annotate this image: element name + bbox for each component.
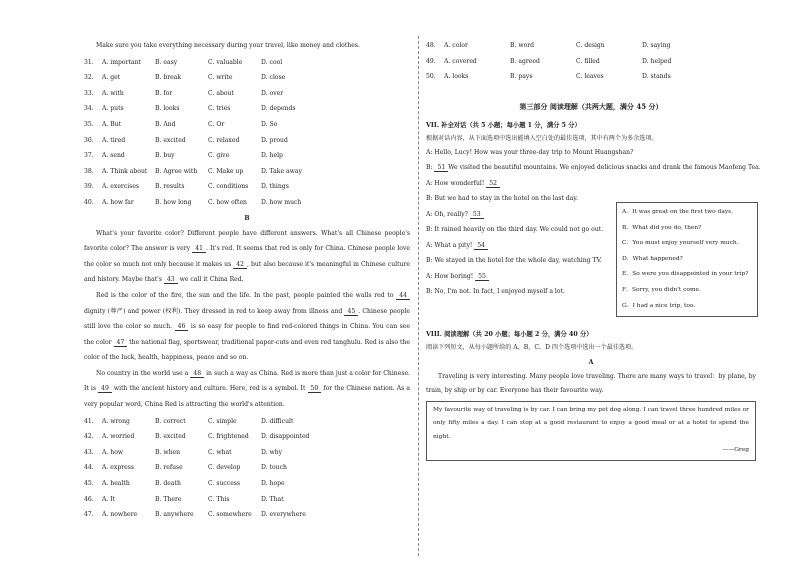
option-d: D. hope [261, 480, 285, 488]
passage-paragraph: Red is the color of the fire, the sun and the life. In the past, people painted the walls red to 44 dignity (尊严) and power (权利). They dressed in red to keep away from illness and 45 . Chinese people still love the color so much. 46 is so easy for people to find red-colored things in China. You can see the color 47 the national flag, sportswear, traditional paper-cuts and even red tanghulu. Red is also the color of the luck, health, happiness, peace and so on. [84, 291, 411, 362]
option-c: C. how often [208, 198, 247, 206]
option-row [84, 133, 410, 149]
blank-42: 42 [233, 261, 247, 269]
blank-47: 47 [114, 339, 128, 347]
blank-52: 52 [486, 180, 500, 188]
question-number: 33. [84, 89, 94, 97]
question-number: 39. [84, 183, 94, 191]
passage-paragraph: No country in the world use a 48 in such a way as China. Red is more than just a color for Chinese. It is 49 with the ancient history and culture. Here, red is a symbol. It 50 for the Chinese nation. As a very popular word, China Red is attracting the world's attention. [84, 369, 410, 409]
column-divider [418, 36, 419, 556]
option-d: D. difficult [261, 417, 294, 425]
passage-b [84, 226, 410, 413]
option-b: B. correct [155, 417, 186, 425]
left-column [84, 38, 410, 523]
question-number: 42. [84, 433, 94, 441]
option-a: A. But [102, 120, 122, 128]
option-c: C. what [208, 448, 232, 456]
option-a: A. important [102, 58, 141, 66]
options-31-40 [84, 55, 410, 211]
option-a: A. with [102, 89, 124, 97]
option-row [84, 164, 410, 180]
question-number: 47. [84, 511, 94, 519]
option-a: A. puts [102, 105, 124, 113]
option-c: C. write [208, 74, 233, 82]
viii-instructions: 阅读下列短文，从每小题所给的 A、B、C、D 四个选项中选出一个最佳选项。 [426, 343, 638, 351]
option-d: D. disappointed [261, 433, 310, 441]
option-c: C. simple [208, 417, 237, 425]
passage-paragraph: What's your favorite color? Different people have different answers. What's all Chinese people's favorite color? The answer is very 41 . It's red. It seems that red is only for China. Chinese people love the color so much not only because it makes us 42 , but also because it's meaningful in Chinese culture and history. Maybe that's 43 we call it China Red. [84, 229, 410, 284]
dialogue-line: B: It rained heavily on the third day. We could not go out. [426, 226, 604, 234]
option-row [426, 38, 756, 54]
option-row [426, 54, 756, 70]
choice-item: A．It was great on the first two days. [622, 209, 734, 215]
choice-item: F．Sorry, you didn't come. [622, 286, 701, 293]
option-row [84, 101, 410, 117]
question-number: 48. [426, 42, 436, 49]
option-row [426, 69, 756, 85]
option-d: D. proud [261, 136, 288, 144]
option-c: C. somewhere [208, 511, 252, 519]
option-a: A. exercises [102, 183, 140, 191]
option-b: B. results [155, 183, 185, 191]
option-c: C. design [576, 42, 605, 49]
option-b: B. refuse [155, 464, 183, 472]
option-b: B. pays [510, 73, 533, 81]
blank-54: 54 [474, 242, 488, 250]
option-row [84, 195, 410, 211]
option-b: B. There [155, 495, 182, 503]
question-number: 36. [84, 136, 94, 144]
question-number: 41. [84, 417, 94, 425]
option-b: B. word [510, 42, 535, 49]
choice-item: D．What happened? [622, 255, 683, 262]
question-number: 50. [426, 73, 436, 81]
question-number: 37. [84, 152, 94, 160]
option-b: B. And [155, 120, 176, 128]
option-c: C. develop [208, 464, 241, 472]
question-number: 34. [84, 105, 94, 113]
section-b-label: B [244, 214, 250, 222]
blank-44: 44 [396, 292, 410, 300]
option-row [84, 86, 410, 102]
intro-sentence: Make sure you take everything necessary during your travel, like money and clothes. [96, 42, 360, 49]
dialogue-line: B: No, I'm not. In fact, I enjoyed myself a lot. [426, 288, 565, 296]
blank-48: 48 [190, 370, 204, 378]
option-row [84, 429, 410, 445]
option-c: C. give [208, 152, 230, 160]
option-row [84, 414, 410, 430]
vii-instructions: 根据对话内容，从下面选项中选出能填入空白处的最佳选项，其中有两个为多余选项。 [426, 134, 658, 142]
blank-45: 45 [344, 308, 358, 316]
option-c: C. about [208, 89, 234, 97]
option-b: B. buy [155, 152, 175, 160]
dialogue-line: B: 51 We visited the beautiful mountains. We enjoyed delicious snacks and drank the famous Maofeng Tea. [426, 164, 761, 172]
question-number: 49. [426, 57, 436, 65]
option-a: A. health [102, 480, 130, 488]
option-c: C. conditions [208, 183, 249, 191]
option-a: A. It [102, 495, 116, 503]
option-row [84, 507, 410, 523]
option-a: A. send [102, 152, 125, 160]
option-a: A. color [444, 42, 468, 49]
option-c: C. success [208, 480, 241, 488]
option-d: D. help [261, 152, 283, 160]
option-d: D. Take away [261, 167, 302, 175]
question-number: 38. [84, 167, 94, 175]
blank-46: 46 [175, 323, 189, 331]
options-41-47 [84, 414, 410, 523]
blank-53: 53 [470, 211, 484, 219]
option-b: B. death [155, 480, 181, 488]
option-a: A. wrong [102, 417, 130, 425]
option-b: B. Agree with [155, 167, 198, 175]
option-c: C. tries [208, 105, 231, 113]
option-a: A. get [102, 74, 121, 82]
option-c: C. Or [208, 120, 225, 128]
blank-49: 49 [98, 385, 112, 393]
question-number: 44. [84, 464, 94, 472]
option-row [84, 492, 410, 508]
option-a: A. worried [102, 433, 135, 441]
option-d: D. So [261, 120, 278, 128]
option-a: A. how [102, 448, 124, 456]
option-b: B. when [155, 448, 181, 456]
question-number: 43. [84, 448, 94, 456]
option-row [84, 117, 410, 133]
section-a-label: A [588, 358, 594, 366]
passage-a: Traveling is very interesting. Many people love traveling. There are many ways to travel：by plane, by train, by ship or by car. Everyone has their favourite way. [426, 372, 756, 394]
dialogue-line: B: But we had to stay in the hotel on the last day. [426, 195, 578, 203]
option-d: D. over [261, 89, 284, 97]
blank-43: 43 [164, 276, 178, 284]
blank-55: 55 [475, 273, 489, 281]
dialogue-line: A: How wonderful! 52 [426, 176, 756, 192]
option-d: D. things [261, 183, 289, 191]
option-d: D. That [261, 495, 284, 503]
dialogue-line: A: How boring! 55 [426, 269, 756, 285]
dialogue-line: B: We stayed in the hotel for the whole day, watching TV. [426, 257, 602, 265]
option-c: C. This [208, 495, 230, 503]
quote-signature: ——Greg [722, 447, 749, 454]
option-b: B. break [155, 74, 182, 82]
option-d: D. stands [642, 73, 671, 81]
dialogue-line: A: Oh, really? 53 [426, 207, 756, 223]
option-d: D. how much [261, 198, 302, 206]
option-d: D. close [261, 74, 286, 82]
blank-41: 41 [192, 245, 206, 253]
choice-item: B．What did you do, then? [622, 224, 702, 231]
option-row [84, 476, 410, 492]
option-d: D. helped [642, 57, 672, 65]
choice-item: G．I had a nice trip, too. [622, 302, 696, 309]
option-b: B. excited [155, 433, 186, 441]
option-a: A. looks [444, 73, 469, 81]
option-b: B. for [155, 89, 173, 97]
option-row [84, 445, 410, 461]
option-a: A. express [102, 464, 134, 472]
option-a: A. how far [102, 198, 134, 206]
option-d: D. depends [261, 105, 296, 113]
question-number: 45. [84, 480, 94, 488]
question-number: 40. [84, 198, 94, 206]
option-c: C. valuable [208, 58, 243, 66]
option-row [84, 70, 410, 86]
option-a: A. Think about [102, 167, 148, 175]
choice-box [616, 202, 758, 317]
option-a: A. covered [444, 57, 477, 65]
question-number: 35. [84, 120, 94, 128]
option-c: C. filled [576, 57, 600, 65]
quote-box [426, 401, 756, 461]
option-c: C. leaves [576, 73, 604, 81]
option-c: C. Make up [208, 167, 244, 175]
option-d: D. touch [261, 464, 287, 472]
dialogue-line: A: Hello, Lucy! How was your three-day trip to Mount Huangshan? [426, 148, 634, 156]
dialogue-line: A: What a pity! 54 [426, 238, 756, 254]
question-number: 31. [84, 58, 94, 66]
option-d: D. everywhere [261, 511, 306, 519]
choice-item: C．You must enjoy yourself very much. [622, 240, 739, 247]
option-row [84, 55, 410, 71]
option-row [84, 148, 410, 164]
part3-title: 第三部分 阅读理解（共两大题，满分 45 分） [519, 101, 663, 111]
blank-50: 50 [308, 385, 322, 393]
option-row [84, 179, 410, 195]
option-d: D. why [261, 448, 283, 456]
option-b: B. looks [155, 105, 180, 113]
blank-51: 51 [434, 164, 448, 172]
option-d: D. saying [642, 42, 671, 49]
question-number: 32. [84, 74, 94, 82]
option-a: A. tired [102, 136, 126, 144]
quote-text: My favourite way of traveling is by car. I can bring my pet dog along. I can travel three hundred miles or only fifty miles a day. I can stop at a good restaurant to enjoy a good meal or at a hotel to spend the night. [433, 406, 749, 440]
option-d: D. cool [261, 58, 283, 66]
option-c: C. relaxed [208, 136, 240, 144]
question-number: 46. [84, 495, 94, 503]
options-48-50 [426, 38, 756, 85]
option-b: B. excited [155, 136, 186, 144]
option-b: B. anywhere [155, 511, 194, 519]
viii-title: VIII. 阅读理解（共 20 小题；每小题 2 分，满分 40 分） [426, 330, 593, 338]
option-c: C. frightened [208, 433, 249, 441]
vii-title: VII. 补全对话（共 5 小题；每小题 1 分，满分 5 分） [426, 121, 581, 129]
option-row [84, 460, 410, 476]
option-a: A. nowhere [102, 511, 138, 519]
option-b: B. how long [155, 198, 192, 206]
option-b: B. easy [155, 58, 178, 66]
option-b: B. agreed [510, 57, 540, 65]
choice-item: E．So were you disappointed in your trip? [622, 271, 749, 278]
